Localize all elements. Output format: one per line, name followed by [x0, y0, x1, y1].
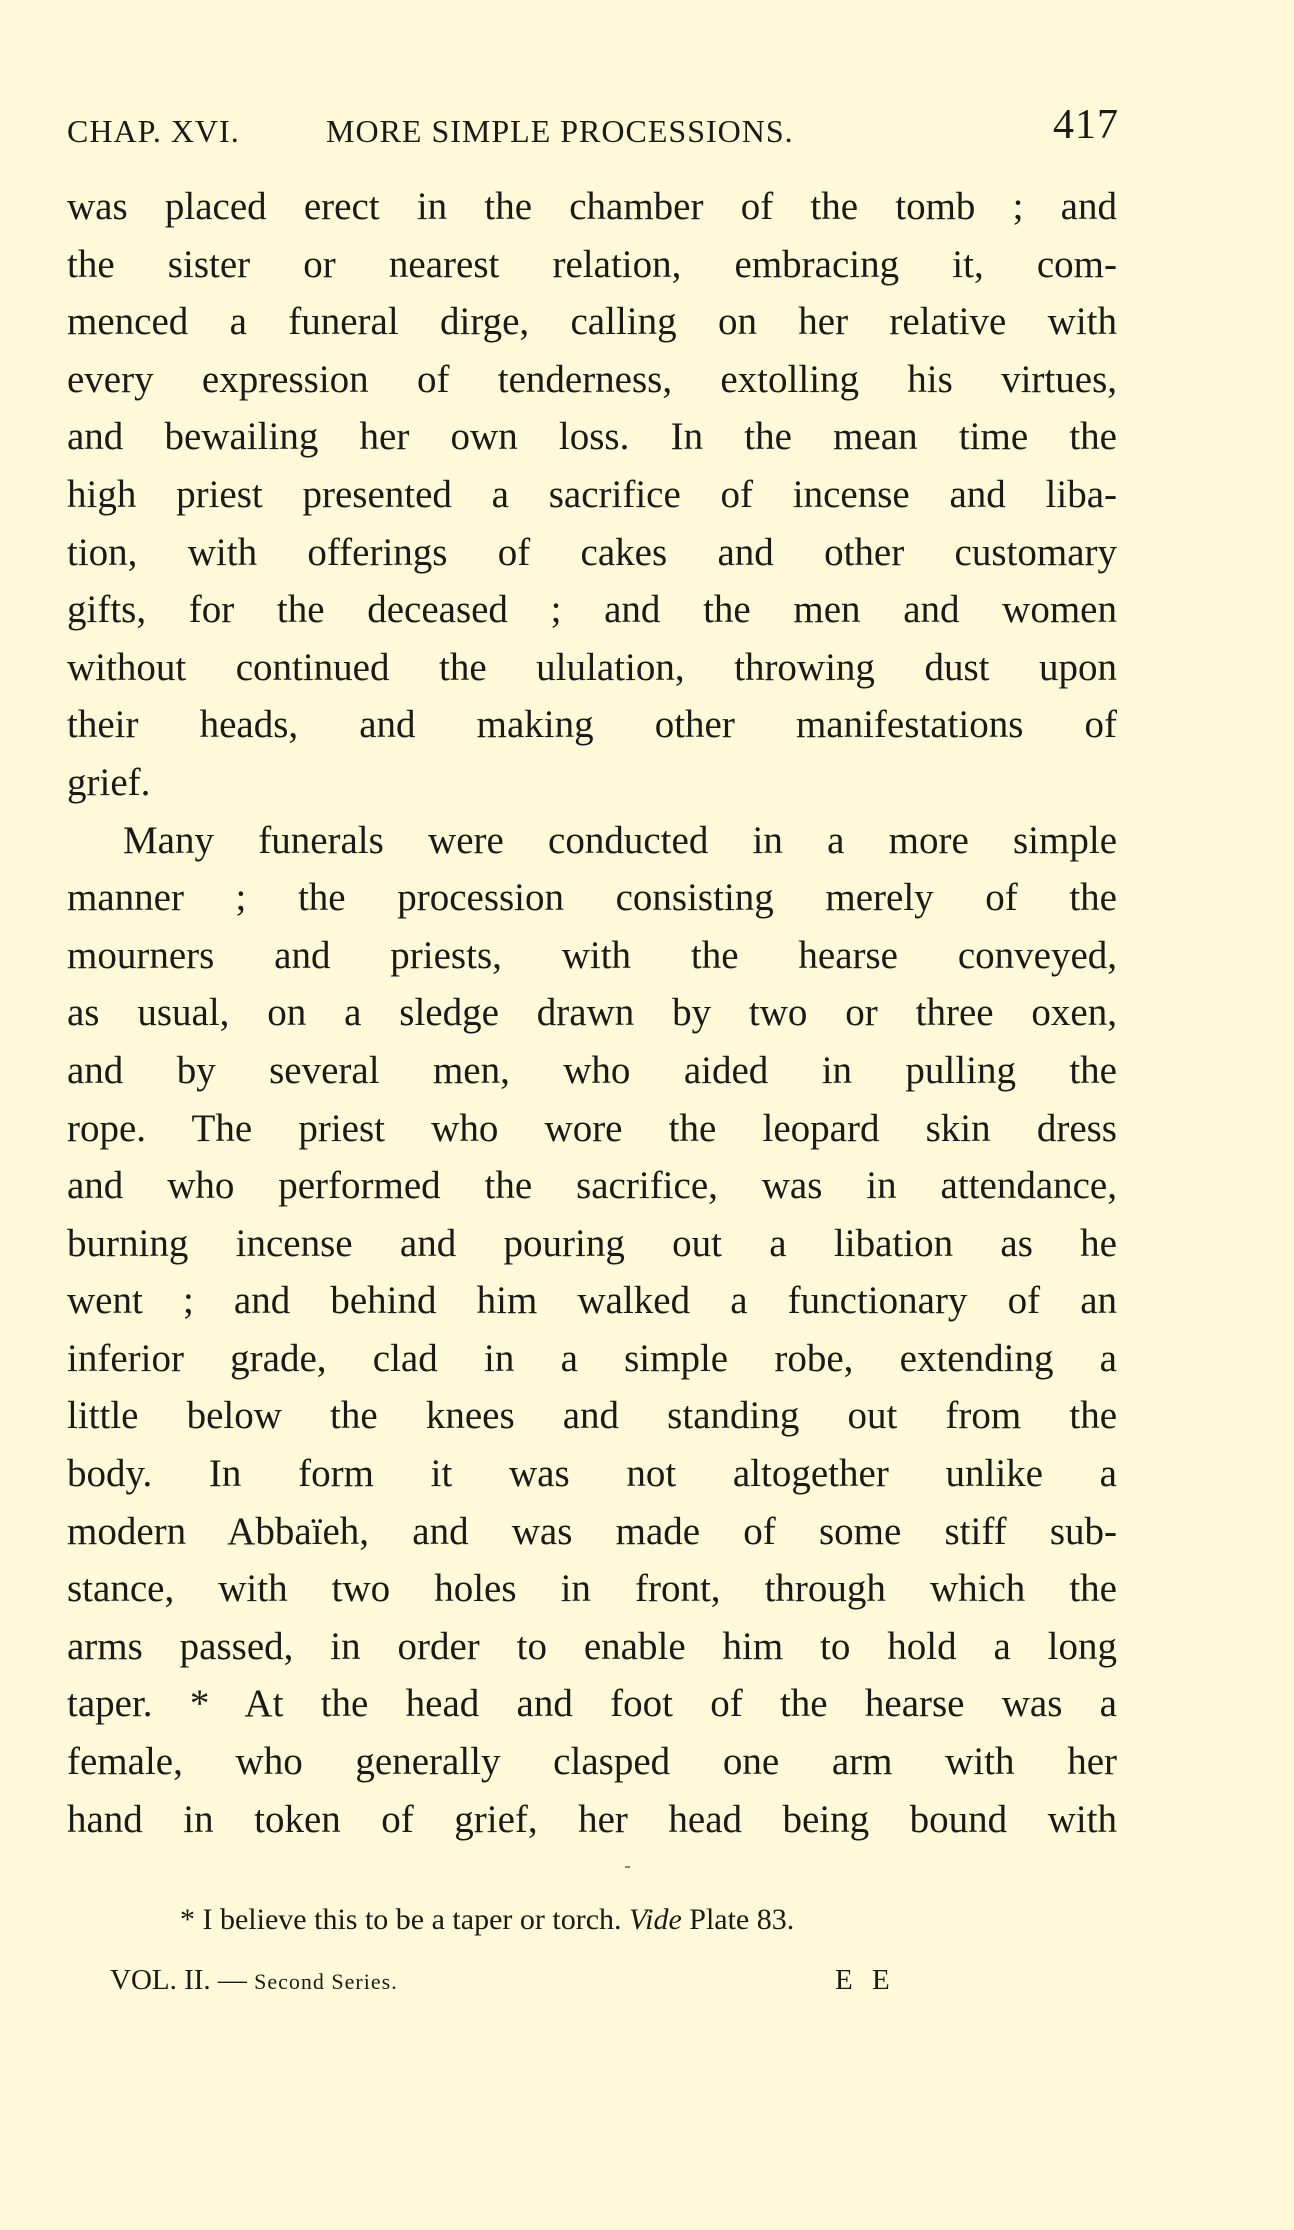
series-label: Second Series. [254, 1969, 398, 1994]
page-number: 417 [1053, 102, 1119, 148]
text-line: went ; and behind him walked a functionary of an [67, 1279, 1117, 1323]
text-line: tion, with offerings of cakes and other customary [67, 530, 1117, 574]
text-line: every expression of tenderness, extolling his virtues, [67, 357, 1117, 401]
running-title: MORE SIMPLE PROCESSIONS. [326, 113, 794, 149]
text-line: inferior grade, clad in a simple robe, extending a [67, 1336, 1117, 1380]
text-line: manner ; the procession consisting merely of the [67, 876, 1117, 920]
running-header [67, 102, 1127, 155]
footnote-reference: Plate 83. [689, 1903, 795, 1936]
text-line: menced a funeral dirge, calling on her relative with [67, 300, 1117, 344]
text-line: burning incense and pouring out a libation as he [67, 1221, 1117, 1265]
text-line: modern Abbaïeh, and was made of some stiff sub- [67, 1509, 1117, 1553]
text-line: hand in token of grief, her head being bound with [67, 1797, 1117, 1841]
footnote-separator-mark [625, 1866, 630, 1868]
footnote-vide: Vide [629, 1903, 682, 1936]
text-line: as usual, on a sledge drawn by two or three oxen, [67, 991, 1117, 1035]
footnote-marker: * [180, 1903, 195, 1936]
body-text [67, 178, 1117, 1848]
signature-line [110, 1960, 900, 2000]
chapter-label: CHAP. XVI. [67, 113, 240, 149]
footnote-text: I believe this to be a taper or torch. [202, 1903, 622, 1936]
volume-number: VOL. II. — [110, 1964, 247, 1996]
text-line: stance, with two holes in front, through which the [67, 1567, 1117, 1611]
text-line: mourners and priests, with the hearse conveyed, [67, 933, 1117, 977]
text-line: gifts, for the deceased ; and the men and women [67, 588, 1117, 632]
text-line: their heads, and making other manifestations of [67, 703, 1117, 747]
text-line: high priest presented a sacrifice of incense and liba- [67, 472, 1117, 516]
text-line: arms passed, in order to enable him to hold a long [67, 1624, 1117, 1668]
text-line: and by several men, who aided in pulling the [67, 1048, 1117, 1092]
text-line: rope. The priest who wore the leopard skin dress [67, 1106, 1117, 1150]
text-line: little below the knees and standing out from the [67, 1394, 1117, 1438]
volume-label [110, 1960, 398, 2002]
text-line: Many funerals were conducted in a more simple [123, 818, 1117, 862]
signature-mark: E E [835, 1964, 896, 1996]
text-line: grief. [67, 760, 151, 804]
text-line: female, who generally clasped one arm with her [67, 1740, 1117, 1784]
text-line: and bewailing her own loss. In the mean time the [67, 415, 1117, 459]
text-line: without continued the ululation, throwing dust upon [67, 645, 1117, 689]
text-line: the sister or nearest relation, embracing it, com- [67, 242, 1117, 286]
text-line: and who performed the sacrifice, was in attendance, [67, 1164, 1117, 1208]
footnote [180, 1900, 794, 1940]
text-line: was placed erect in the chamber of the tomb ; and [67, 185, 1117, 228]
text-line: body. In form it was not altogether unlike a [67, 1452, 1117, 1496]
text-line: taper. * At the head and foot of the hearse was a [67, 1682, 1117, 1726]
